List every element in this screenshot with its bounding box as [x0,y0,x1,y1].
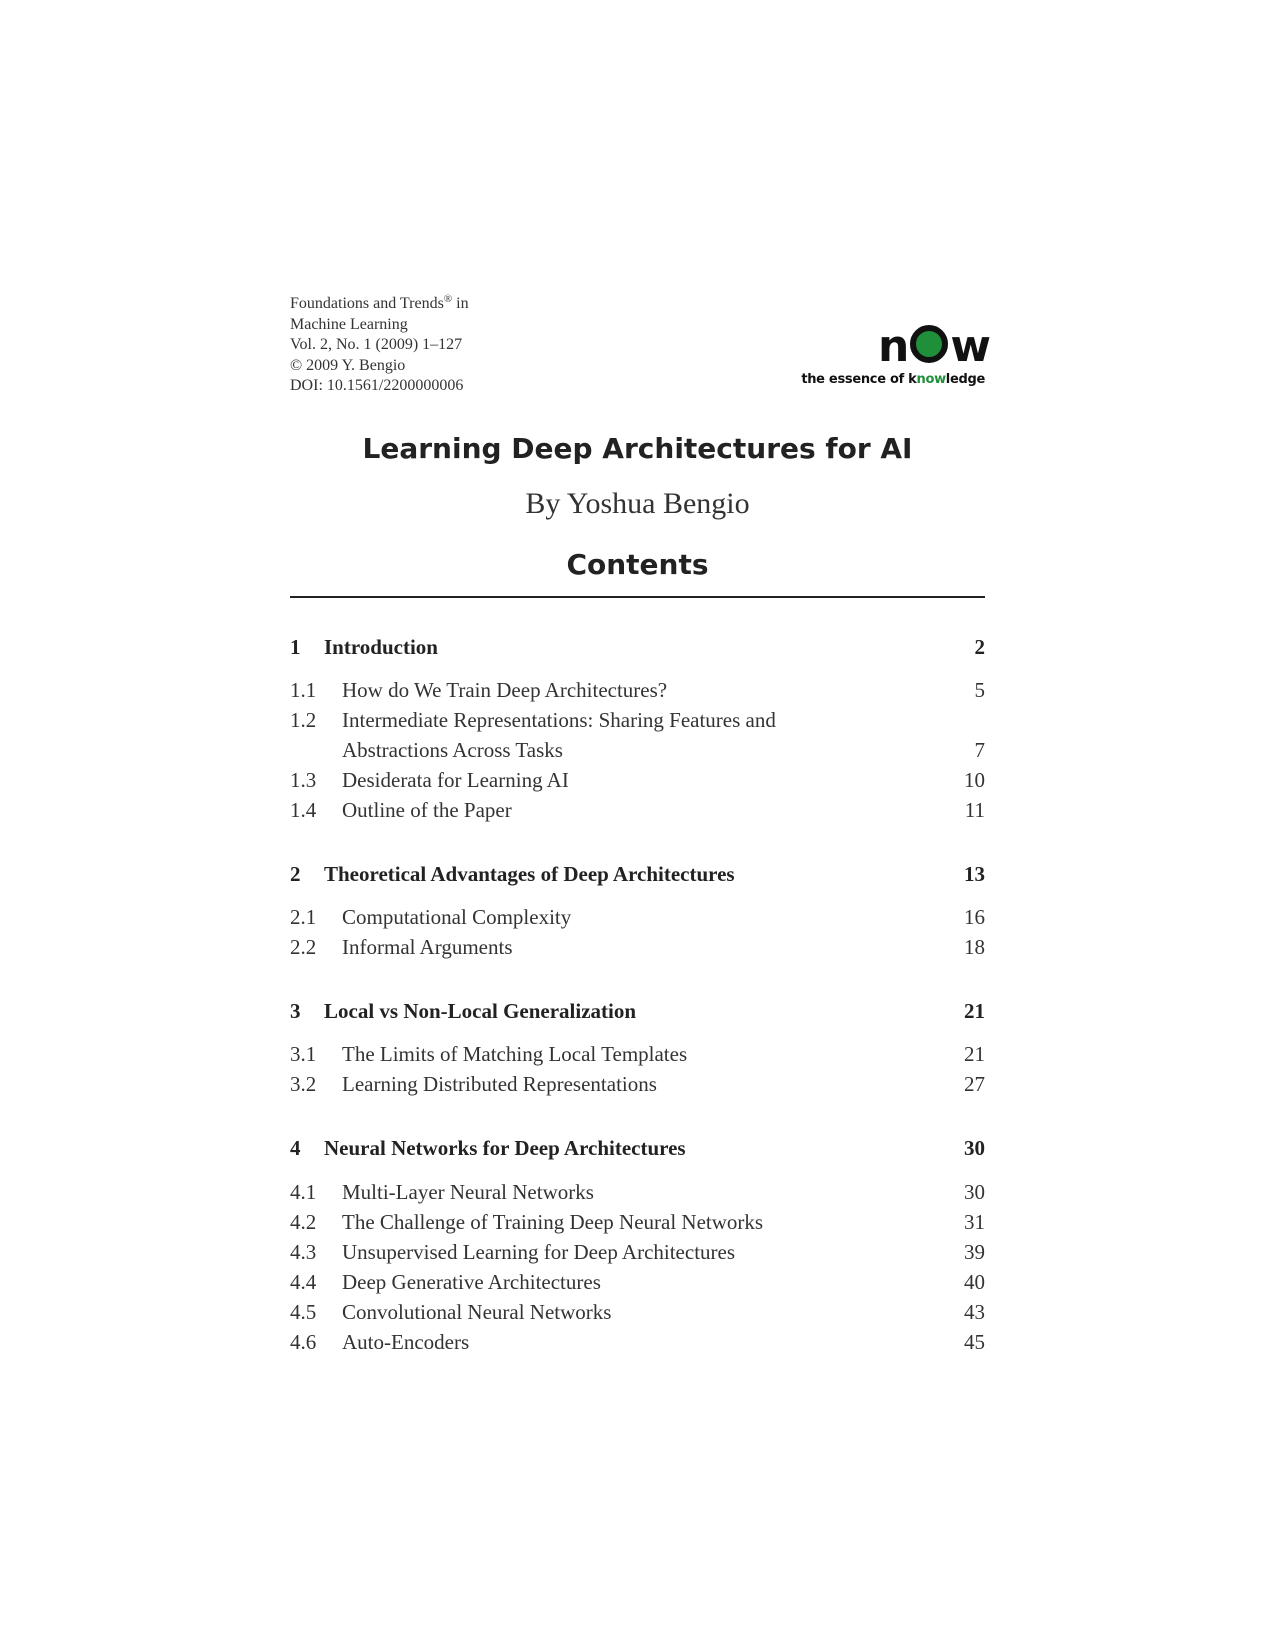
toc-number: 3.2 [290,1072,317,1096]
toc-number: 4.3 [290,1240,317,1264]
toc-section-4-4[interactable] [290,1267,985,1297]
toc-title: The Challenge of Training Deep Neural Networks [342,1210,764,1234]
toc-page: 16 [964,905,985,929]
toc-number: 1.4 [290,798,317,822]
logo-wordmark: n w [878,321,990,372]
paper-title: Learning Deep Architectures for AI [362,432,913,465]
divider-rule [290,596,985,598]
toc-title: Theoretical Advantages of Deep Architectures [324,862,735,886]
toc-number: 2.1 [290,905,317,929]
toc-number: 1.1 [290,678,317,702]
toc-title: The Limits of Matching Local Templates [342,1042,688,1066]
toc-number: 4.4 [290,1270,317,1294]
toc-chapter-4[interactable] [290,1133,985,1163]
toc-section-1-1[interactable] [290,675,985,705]
journal-subject: Machine Learning [290,315,408,333]
toc-page: 13 [964,862,985,886]
toc-number: 3 [290,999,301,1023]
toc-section-2-2[interactable] [290,932,985,962]
toc-page: 7 [974,738,985,762]
toc-page: 31 [964,1210,985,1234]
toc-chapter-2[interactable] [290,859,985,889]
toc-section-4-3[interactable] [290,1237,985,1267]
toc-page: 30 [964,1180,985,1204]
toc-number: 1.2 [290,708,317,732]
toc-section-1-2[interactable] [290,705,985,735]
toc-section-4-1[interactable] [290,1177,985,1207]
toc-title-continued: Abstractions Across Tasks [342,738,563,762]
toc-section-3-1[interactable] [290,1039,985,1069]
toc-section-4-2[interactable] [290,1207,985,1237]
toc-number: 4.2 [290,1210,317,1234]
toc-page: 5 [974,678,985,702]
toc-page: 11 [964,798,985,822]
logo-tagline: the essence of knowledge [801,372,985,387]
toc-section-1-4[interactable] [290,795,985,825]
toc-title: Multi-Layer Neural Networks [342,1180,594,1204]
toc-title: Local vs Non-Local Generalization [324,999,637,1023]
toc-title: Outline of the Paper [342,798,512,822]
toc-title: Intermediate Representations: Sharing Features and [342,708,776,732]
journal-name: Foundations and Trends® in [290,293,469,312]
toc-page: 40 [964,1270,985,1294]
toc-section-4-6[interactable] [290,1327,985,1357]
toc-section-1-2-continued[interactable] [290,735,985,765]
toc-page: 18 [964,935,985,959]
copyright-line: © 2009 Y. Bengio [290,356,406,374]
toc-title: Neural Networks for Deep Architectures [324,1136,686,1160]
toc-title: Learning Distributed Representations [342,1072,657,1096]
toc-page: 10 [964,768,985,792]
toc-chapter-3[interactable] [290,996,985,1026]
toc-title: Auto-Encoders [342,1330,470,1354]
toc-title: Deep Generative Architectures [342,1270,601,1294]
toc-section-4-5[interactable] [290,1297,985,1327]
toc-title: Convolutional Neural Networks [342,1300,612,1324]
toc-number: 1.3 [290,768,317,792]
volume-info: Vol. 2, No. 1 (2009) 1–127 [290,336,463,353]
toc-page: 45 [964,1330,985,1354]
toc-number: 3.1 [290,1042,317,1066]
toc-section-2-1[interactable] [290,902,985,932]
toc-number: 2.2 [290,935,317,959]
toc-section-1-3[interactable] [290,765,985,795]
toc-page: 21 [964,999,985,1023]
toc-title: Informal Arguments [342,935,513,959]
toc-title: Desiderata for Learning AI [342,768,569,792]
registered-mark: ® [443,293,453,305]
toc-page: 30 [964,1136,985,1160]
toc-number: 4.5 [290,1300,317,1324]
toc-page: 21 [964,1042,985,1066]
toc-page: 27 [964,1072,985,1096]
toc-page: 39 [964,1240,985,1264]
logo-o-circle-icon [910,325,948,363]
toc-chapter-1[interactable] [290,632,985,662]
toc-title: Computational Complexity [342,905,572,929]
journal-info [290,289,469,397]
toc-title: Unsupervised Learning for Deep Architectures [342,1240,736,1264]
toc-section-3-2[interactable] [290,1069,985,1099]
toc-number: 4.1 [290,1180,317,1204]
doi-line: DOI: 10.1561/2200000006 [290,377,464,394]
toc-title: How do We Train Deep Architectures? [342,678,668,702]
toc-page: 2 [974,635,985,659]
toc-title: Introduction [324,635,438,659]
now-publisher-logo [801,321,990,393]
toc-page: 43 [964,1300,985,1324]
toc-number: 4.6 [290,1330,317,1354]
author-line: By Yoshua Bengio [525,487,750,520]
toc-number: 4 [290,1136,301,1160]
toc-number: 2 [290,862,301,886]
toc-number: 1 [290,635,301,659]
contents-heading: Contents [566,548,709,581]
